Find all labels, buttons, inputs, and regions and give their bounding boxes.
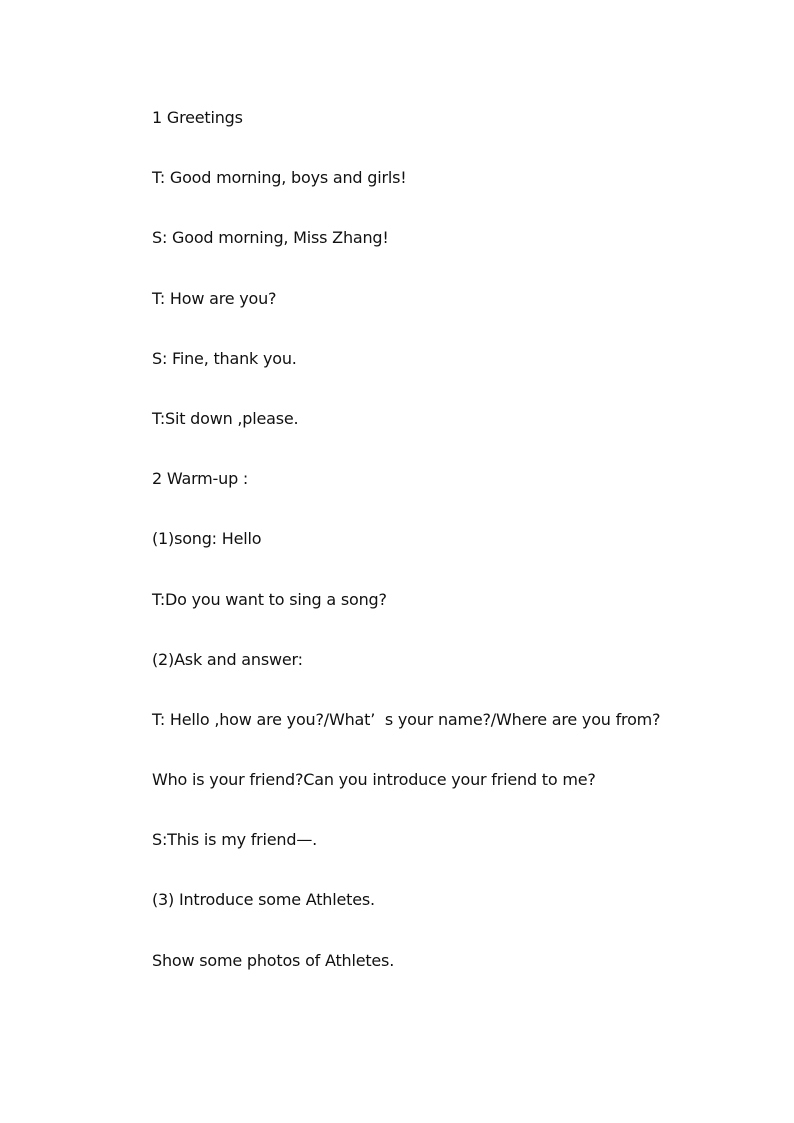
dialogue-line: T: Hello ,how are you?/What’ s your name?/Where are you from? [152, 709, 661, 729]
activity-item: (2)Ask and answer: [152, 649, 303, 669]
dialogue-line: T:Do you want to sing a song? [152, 589, 387, 609]
dialogue-line: T: How are you? [152, 288, 277, 308]
dialogue-line: T:Sit down ,please. [152, 408, 299, 428]
dialogue-line: T: Good morning, boys and girls! [152, 168, 407, 188]
dialogue-line: Who is your friend?Can you introduce your friend to me? [152, 770, 596, 790]
section-heading-greetings: 1 Greetings [152, 108, 243, 127]
lesson-text [152, 106, 752, 1009]
activity-item: (3) Introduce some Athletes. [152, 890, 375, 910]
dialogue-line: S: Good morning, Miss Zhang! [152, 228, 389, 248]
dialogue-line: S:This is my friend—. [152, 830, 318, 850]
dialogue-line: S: Fine, thank you. [152, 348, 297, 368]
activity-item: (1)song: Hello [152, 529, 262, 549]
instruction-line: Show some photos of Athletes. [152, 950, 395, 970]
section-heading-warm-up: 2 Warm-up : [152, 469, 249, 489]
